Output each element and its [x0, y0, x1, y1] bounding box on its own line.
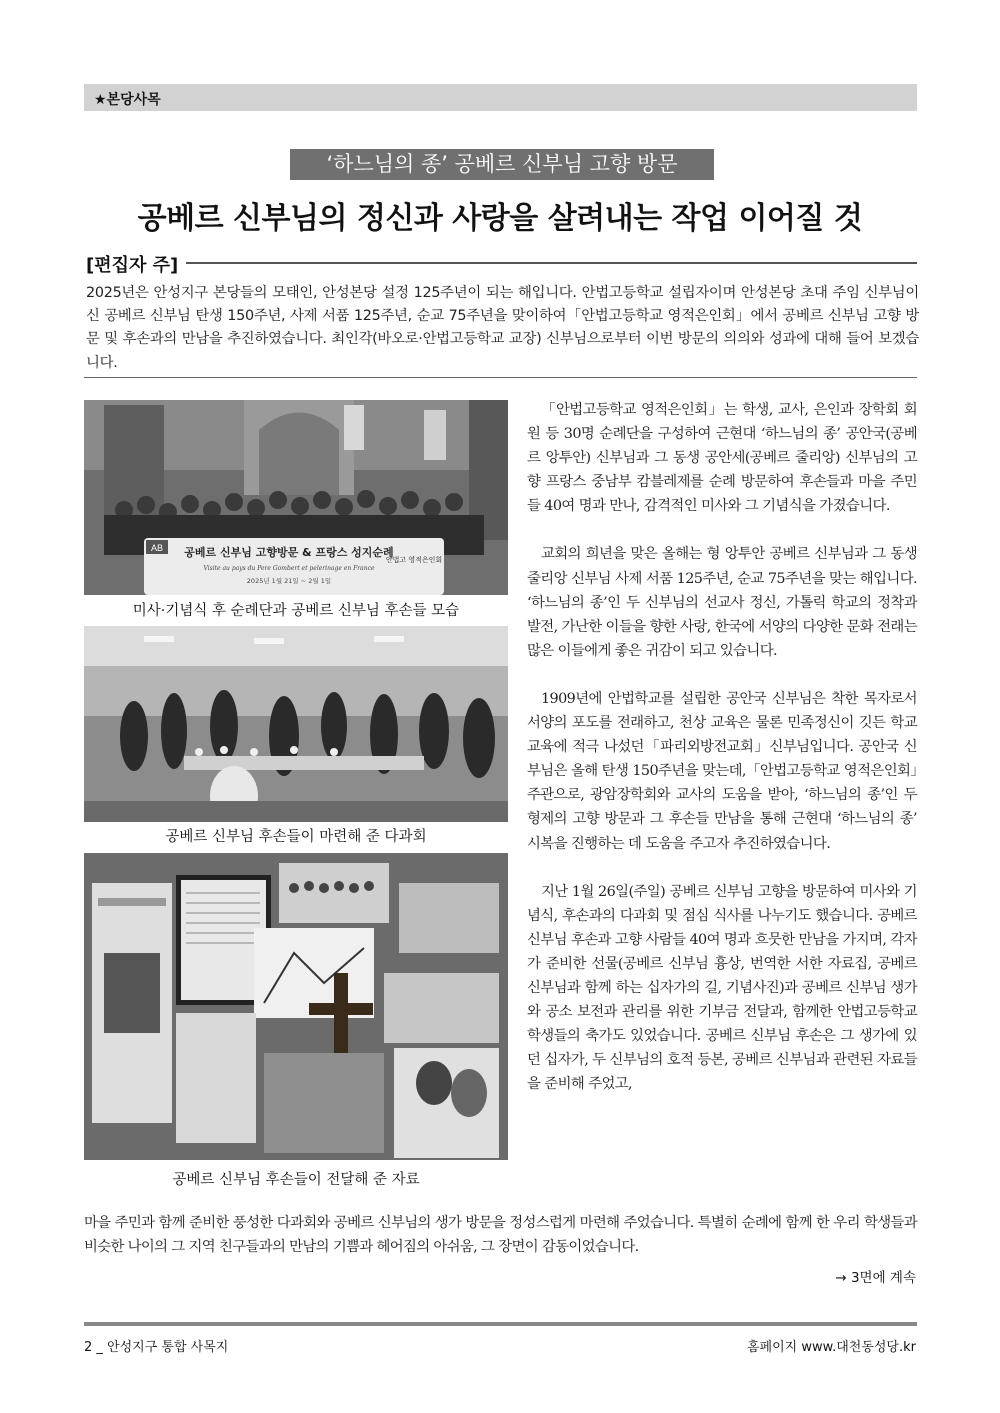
photo-caption-1: 미사·기념식 후 순례단과 공베르 신부님 후손들 모습	[132, 603, 460, 619]
photo-reception	[84, 626, 508, 822]
divider-rule	[84, 377, 917, 378]
article-title: 공베르 신부님의 정신과 사랑을 살려내는 작업 이어질 것	[137, 201, 863, 236]
editor-note-rule	[186, 262, 917, 264]
banner-logo: AB	[150, 543, 164, 553]
editor-note-label: [편집자 주]	[86, 255, 179, 276]
body-paragraph-4: 지난 1월 26일(주일) 공베르 신부님 고향을 방문하여 미사와 기념식, 후손과의 다과회 및 점심 식사를 나누기도 했습니다. 공베르 신부님 후손과 고향 사람들 40여 명과 흐뭇한 만남을 가지며, 각자가 준비한 선물(공베르 신부님 흉상, 번역한 서한 자료집, 공베르 신부님과 함께 하는 십자가의 길, 기념사진)과 공베르 신부님 생가와 공소 보전과 관리를 위한 기부금 전달과, 함께한 안법고등학교 학생들의 축가도 있었습니다. 공베르 신부님 후손은 그 생가에 있던 십자가, 두 신부님의 호적 등본, 공베르 신부님과 관련된 자료들을 준비해 주었고,	[527, 883, 917, 1093]
article-subtitle: ‘하느님의 종’ 공베르 신부님 고향 방문	[290, 149, 714, 180]
closing-paragraph: 마을 주민과 함께 준비한 풍성한 다과회와 공베르 신부님의 생가 방문을 정성스럽게 마련해 주었습니다. 특별히 순례에 함께 한 우리 학생들과 비슷한 나이의 그 지역 친구들과의 만남의 기쁨과 헤어짐의 아쉬움, 그 장면이 감동이었습니다.	[84, 1215, 917, 1256]
banner-subtitle: Visite au pays du Pere Gombert et pelerinage en France	[203, 565, 375, 572]
footer-rule	[84, 1322, 917, 1326]
photo-church-group	[84, 400, 508, 595]
footer-homepage: 홈페이지 www.대천동성당.kr	[747, 1340, 916, 1355]
article-body-column	[527, 398, 917, 1096]
banner-title: 공베르 신부님 고향방문 & 프랑스 성지순례	[184, 546, 394, 559]
photo-documents	[84, 853, 508, 1160]
photo-caption-3: 공베르 신부님 후손들이 전달해 준 자료	[172, 1172, 420, 1188]
section-label: ★본당사목	[94, 92, 161, 108]
footer-page-info: 2 _ 안성지구 통합 사목지	[84, 1340, 229, 1355]
banner-date: 2025년 1월 21일 ~ 2월 1일	[246, 577, 332, 585]
body-paragraph-1: 「안법고등학교 영적은인회」는 학생, 교사, 은인과 장학회 회원 등 30명 순례단을 구성하여 근현대 ‘하느님의 종’ 공안국(공베르 앙투안) 신부님과 그 동생 공안세(공베르 줄리앙) 신부님의 고향 프랑스 중남부 캄블레제를 순례 방문하여 후손들과 마을 주민들 40여 명과 만나, 감격적인 미사와 그 기념식을 가졌습니다.	[527, 402, 917, 515]
body-paragraph-2: 교회의 희년을 맞은 올해는 형 앙투안 공베르 신부님과 그 동생 줄리앙 신부님 사제 서품 125주년, 순교 75주년을 맞는 해입니다. ‘하느님의 종’인 두 신부님의 선교사 정신, 가톨릭 학교의 정착과 발전, 가난한 이들을 향한 사랑, 한국에 서양의 다양한 문화 전래는 많은 이들에게 좋은 귀감이 되고 있습니다.	[527, 546, 917, 659]
photo-caption-2: 공베르 신부님 후손들이 마련해 준 다과회	[165, 829, 427, 845]
continued-link: → 3면에 계속	[835, 1270, 916, 1286]
banner-school: 안법고 영적은인회	[385, 556, 443, 564]
body-paragraph-3: 1909년에 안법학교를 설립한 공안국 신부님은 착한 목자로서 서양의 포도를 전래하고, 천상 교육은 물론 민족정신이 깃든 학교 교육에 적극 나섰던「파리외방전교회」신부님입니다. 공안국 신부님은 올해 탄생 150주년을 맞는데,「안법고등학교 영적은인회」주관으로, 광암장학회와 교사의 도움을 받아, ‘하느님의 종’인 두 형제의 고향 방문과 그 후손들 만남을 통해 근현대 ‘하느님의 종’ 시복을 진행하는 데 도움을 주고자 추진하였습니다.	[527, 690, 917, 852]
section-header-bar	[84, 84, 917, 111]
editor-note-text: 2025년은 안성지구 본당들의 모태인, 안성본당 설정 125주년이 되는 해입니다. 안법고등학교 설립자이며 안성본당 초대 주임 신부님이신 공베르 신부님 탄생 150주년, 사제 서품 125주년, 순교 75주년을 맞이하여「안법고등학교 영적은인회」에서 공베르 신부님 고향 방문 및 후손과의 만남을 추진하였습니다. 최인각(바오로·안법고등학교 교장) 신부님으로부터 이번 방문의 의의와 성과에 대해 들어 보겠습니다.	[86, 285, 919, 371]
